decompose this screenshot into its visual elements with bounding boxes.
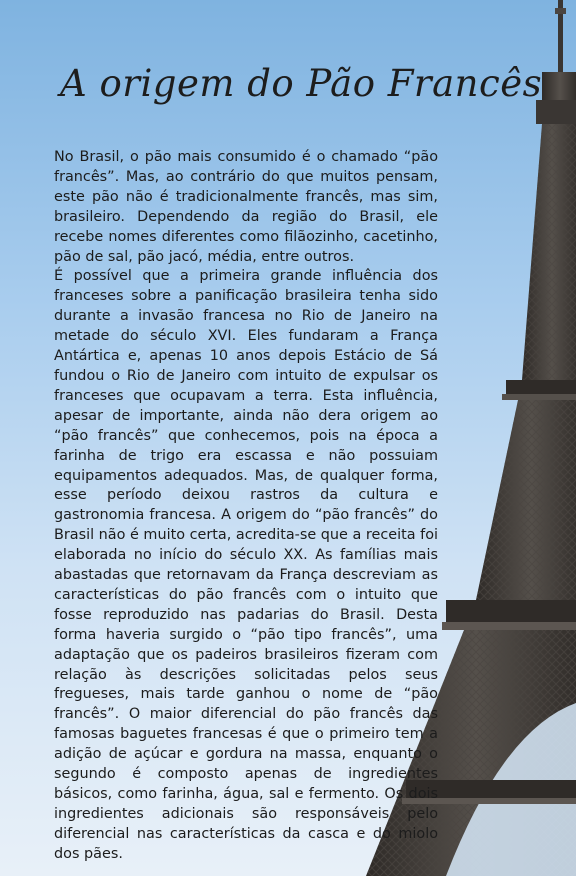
paragraph-intro: No Brasil, o pão mais consumido é o chamado “pão francês”. Mas, ao contrário do que muitos pensam, este pão não é tradicionalmente francês, mas sim, brasileiro. Dependendo da região do Brasil, ele recebe nomes diferentes como filãozinho, cacetinho, pão de sal, pão jacó, média, entre outros. <box>54 149 438 265</box>
page-title: A origem do Pão Francês <box>60 62 543 105</box>
article-body <box>54 148 438 865</box>
paragraph-history: É possível que a primeira grande influência dos franceses sobre a panificação brasileira tenha sido durante a invasão francesa no Rio de Janeiro na metade do século XVI. Eles fundaram a França Antártica e, apenas 10 anos depois Estácio de Sá fundou o Rio de Janeiro com intuito de expulsar os franceses que ocupavam a terra. Esta influência, apesar de importante, ainda não dera origem ao “pão francês” que conhecemos, pois na época a farinha de trigo era escassa e não possuiam equipamentos adequados. Mas, de qualquer forma, esse período deixou rastros da cultura e gastronomia francesa. A origem do “pão francês” do Brasil não é muito certa, acredita-se que a receita foi elaborada no início do século XX. As famílias mais abastadas que retornavam da França descreviam as características do pão francês com o intuito que fosse reproduzido nas padarias do Brasil. Desta forma haveria surgido o “pão tipo francês”, uma adaptação que os padeiros brasileiros fizeram com relação às descrições solicitadas pelos seus fregueses, mais tarde ganhou o nome de “pão francês”. O maior diferencial do pão francês das famosas baguetes francesas é que o primeiro tem a adição de açúcar e gordura na massa, enquanto o segundo é composto apenas de ingredientes básicos, como farinha, água, sal e fermento. Os dois ingredientes adicionais são responsáveis pelo diferencial nas características da casca e do miolo dos pães. <box>54 268 438 862</box>
